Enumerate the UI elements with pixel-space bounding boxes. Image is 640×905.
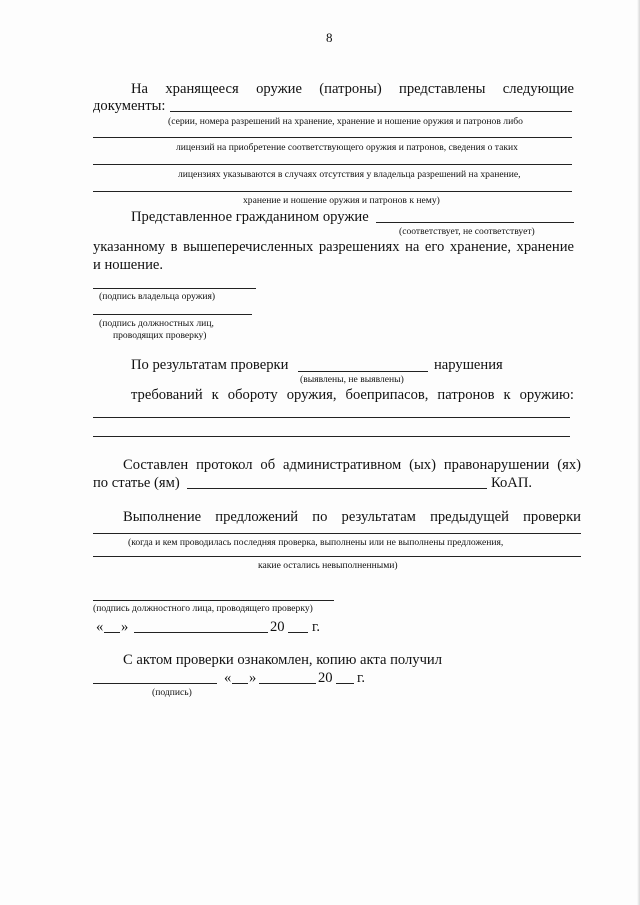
- official-signature-caption: (подпись должностного лица, проводящего проверку): [93, 603, 313, 614]
- protocol-line-1: Составлен протокол об административном (ых) правонарушении (ях): [123, 457, 581, 473]
- date-year-line: [288, 632, 308, 633]
- officials-signature-caption-2: проводящих проверку): [113, 330, 207, 341]
- officials-signature-line: [93, 314, 252, 315]
- docs-caption-1: (серии, номера разрешений на хранение, хранение и ношение оружия и патронов либо: [168, 116, 523, 127]
- previous-caption-2: какие остались невыполненными): [258, 560, 398, 571]
- docs-label: документы:: [93, 98, 166, 114]
- acquaint-month-line: [259, 683, 316, 684]
- date-year-suffix: г.: [312, 619, 320, 635]
- acquaint-year-prefix: 20: [318, 670, 333, 686]
- previous-fill-line-1: [93, 533, 581, 534]
- docs-caption-4: хранение и ношение оружия и патронов к нему): [243, 195, 440, 206]
- results-prefix: По результатам проверки: [131, 357, 289, 373]
- docs-fill-line-4: [93, 191, 572, 192]
- acquaint-signature-caption: (подпись): [152, 687, 192, 698]
- results-line-2: требований к обороту оружия, боеприпасов, патронов к оружию:: [131, 387, 574, 403]
- acquaint-day-line: [232, 683, 248, 684]
- protocol-suffix: КоАП.: [491, 475, 533, 491]
- officials-signature-caption-1: (подпись должностных лиц,: [99, 318, 214, 329]
- acquaint-year-line: [336, 683, 354, 684]
- results-fill-line-3: [93, 436, 570, 437]
- previous-line-1: Выполнение предложений по результатам предыдущей проверки: [123, 509, 581, 525]
- results-fill-line: [298, 371, 428, 372]
- docs-caption-2: лицензий на приобретение соответствующего оружия и патронов, сведения о таких: [176, 142, 518, 153]
- date-month-line: [134, 632, 268, 633]
- acquaint-date-open: «: [224, 670, 232, 686]
- docs-fill-line-3: [93, 164, 572, 165]
- official-signature-line: [93, 600, 334, 601]
- acquaint-signature-line: [93, 683, 217, 684]
- docs-fill-line-2: [93, 137, 572, 138]
- date-open-quote: «: [96, 619, 104, 635]
- docs-intro-text: На хранящееся оружие (патроны) представлены следующие: [131, 81, 574, 97]
- results-caption: (выявлены, не выявлены): [300, 374, 404, 385]
- date-day-line: [104, 632, 120, 633]
- date-close-quote: »: [121, 619, 129, 635]
- results-fill-line-2: [93, 417, 570, 418]
- weapon-caption: (соответствует, не соответствует): [399, 226, 535, 237]
- docs-caption-3: лицензиях указываются в случаях отсутствия у владельца разрешений на хранение,: [178, 169, 521, 180]
- previous-caption-1: (когда и кем проводилась последняя проверка, выполнены или не выполнены предложения,: [128, 537, 504, 548]
- previous-fill-line-2: [93, 556, 581, 557]
- protocol-prefix: по статье (ям): [93, 475, 180, 491]
- weapon-text: Представленное гражданином оружие: [131, 209, 369, 225]
- acquaint-date-close: »: [249, 670, 257, 686]
- weapon-fill-line: [376, 222, 574, 223]
- page-number: 8: [326, 30, 333, 45]
- weapon-text-line-3: и ношение.: [93, 257, 164, 273]
- docs-fill-line-1: [170, 111, 572, 112]
- acquaint-text: С актом проверки ознакомлен, копию акта получил: [123, 652, 442, 668]
- acquaint-year-suffix: г.: [357, 670, 365, 686]
- owner-signature-line: [93, 288, 256, 289]
- weapon-text-line-2: указанному в вышеперечисленных разрешениях на его хранение, хранение: [93, 239, 574, 255]
- results-suffix: нарушения: [434, 357, 503, 373]
- protocol-fill-line: [187, 488, 487, 489]
- date-year-prefix: 20: [270, 619, 285, 635]
- owner-signature-caption: (подпись владельца оружия): [99, 291, 216, 302]
